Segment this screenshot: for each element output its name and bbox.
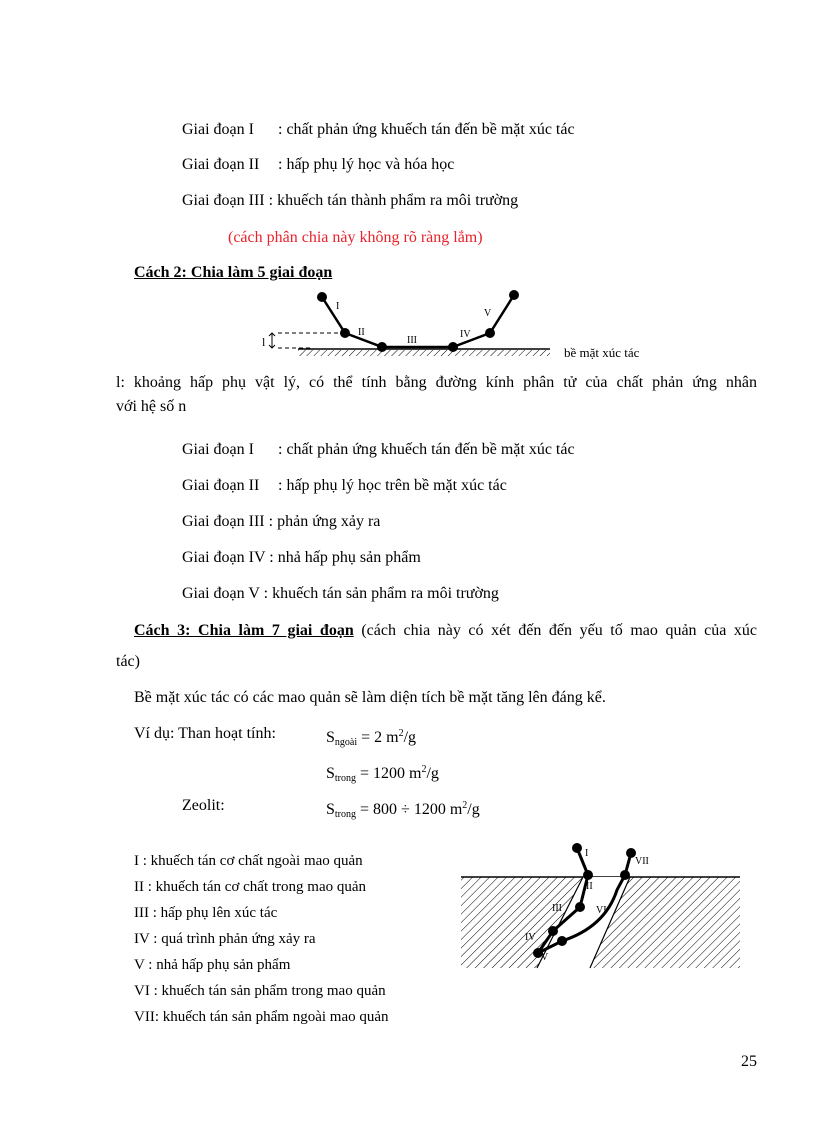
stage-label: Giai đoạn II <box>182 477 260 494</box>
stage-label: Giai đoạn V <box>182 585 264 602</box>
roman-label: IV <box>460 329 471 340</box>
stage-label: Giai đoạn II <box>182 156 260 173</box>
stage-text: : khuếch tán sản phẩm ra môi trường <box>263 585 499 602</box>
molecule-dot <box>448 342 458 352</box>
molecule-dot <box>340 328 350 338</box>
stage-text: : chất phản ứng khuếch tán đến bề mặt xúc tác <box>278 441 575 458</box>
stage5-row-5 <box>182 584 499 604</box>
roman-label: I <box>585 848 589 859</box>
roman-label: VI <box>596 905 607 916</box>
red-note: (cách phân chia này không rõ ràng lắm) <box>228 229 483 246</box>
method3-line2: tác) <box>116 653 140 670</box>
stage-label: Giai đoạn III <box>182 513 265 530</box>
method3-line1 <box>134 621 757 641</box>
stage7-item: IV : quá trình phản ứng xảy ra <box>134 931 316 947</box>
page-number: 25 <box>741 1053 757 1070</box>
stage-label: Giai đoạn IV <box>182 549 266 566</box>
stage-text: : hấp phụ lý học và hóa học <box>278 156 455 173</box>
roman-label: II <box>358 327 365 338</box>
stage3-row-2 <box>182 155 454 175</box>
molecule-dot <box>485 328 495 338</box>
s-outer-formula: $S_{ngoài} = 2$ $m^2/g$ <box>326 728 417 748</box>
adsorption-diagram-5-stage <box>250 285 670 365</box>
stage7-item: III : hấp phụ lên xúc tác <box>134 905 278 921</box>
s-inner-formula: $S_{trong} = 1200$ $m^2/g$ <box>326 764 439 784</box>
stage7-item: II : khuếch tán cơ chất trong mao quản <box>134 879 367 895</box>
stage7-item: VII: khuếch tán sản phẩm ngoài mao quản <box>134 1009 389 1025</box>
stage3-row-3 <box>182 191 518 211</box>
stage3-row-1 <box>182 120 575 140</box>
stage7-item: I : khuếch tán cơ chất ngoài mao quản <box>134 853 363 869</box>
stage-text: : hấp phụ lý học trên bề mặt xúc tác <box>278 477 507 494</box>
stage7-item: VI : khuếch tán sản phẩm trong mao quản <box>134 983 386 999</box>
l-definition-line2: với hệ số n <box>116 398 187 415</box>
zeolit-formula: $S_{trong} = 800 \div 1200$ $m^2/g$ <box>326 800 480 820</box>
stage-label: Giai đoạn III <box>182 192 265 209</box>
roman-label: I <box>336 301 340 312</box>
roman-label: III <box>552 903 562 914</box>
roman-label: V <box>484 308 492 319</box>
molecule-dot <box>317 292 327 302</box>
stage5-row-3 <box>182 512 380 532</box>
roman-label: IV <box>525 932 536 943</box>
stage-label: Giai đoạn I <box>182 441 254 458</box>
stage5-row-1 <box>182 440 575 460</box>
roman-label: V <box>541 952 549 963</box>
surface-sentence: Bề mặt xúc tác có các mao quản sẽ làm diện tích bề mặt tăng lên đáng kể. <box>134 689 606 706</box>
stage-text: : phản ứng xảy ra <box>264 513 381 530</box>
stage-text: : khuếch tán thành phẩm ra môi trường <box>264 192 519 209</box>
l-label: l <box>262 335 266 349</box>
example-label: Ví dụ: Than hoạt tính: <box>134 725 276 742</box>
method3-rest: (cách chia này có xét đến đến yếu tố mao quản của xúc <box>353 622 758 639</box>
roman-label: II <box>586 881 593 892</box>
stage-text: : chất phản ứng khuếch tán đến bề mặt xúc tác <box>278 121 575 138</box>
method3-heading: Cách 3: Chia làm 7 giai đoạn <box>134 622 354 639</box>
roman-label: VII <box>635 856 649 867</box>
stage7-item: V : nhả hấp phụ sản phẩm <box>134 957 291 973</box>
stage-label: Giai đoạn I <box>182 121 254 138</box>
surface-label: bề mặt xúc tác <box>564 345 640 360</box>
l-definition-line1: l: khoảng hấp phụ vật lý, có thể tính bằng đường kính phân tử của chất phản ứng nhân <box>116 374 757 391</box>
molecule-path <box>322 295 514 347</box>
stage5-row-4 <box>182 548 421 568</box>
molecule-dot <box>377 342 387 352</box>
surface-hatch <box>298 350 550 356</box>
stage5-row-2 <box>182 476 507 496</box>
molecule-dot <box>509 290 519 300</box>
method2-heading: Cách 2: Chia làm 5 giai đoạn <box>134 264 333 281</box>
pore-diagram-7-stage <box>455 835 755 975</box>
stage-text: : nhả hấp phụ sản phẩm <box>265 549 421 566</box>
l-arrow-icon <box>269 333 275 348</box>
roman-label: III <box>407 335 417 346</box>
zeolit-label: Zeolit: <box>182 797 225 814</box>
